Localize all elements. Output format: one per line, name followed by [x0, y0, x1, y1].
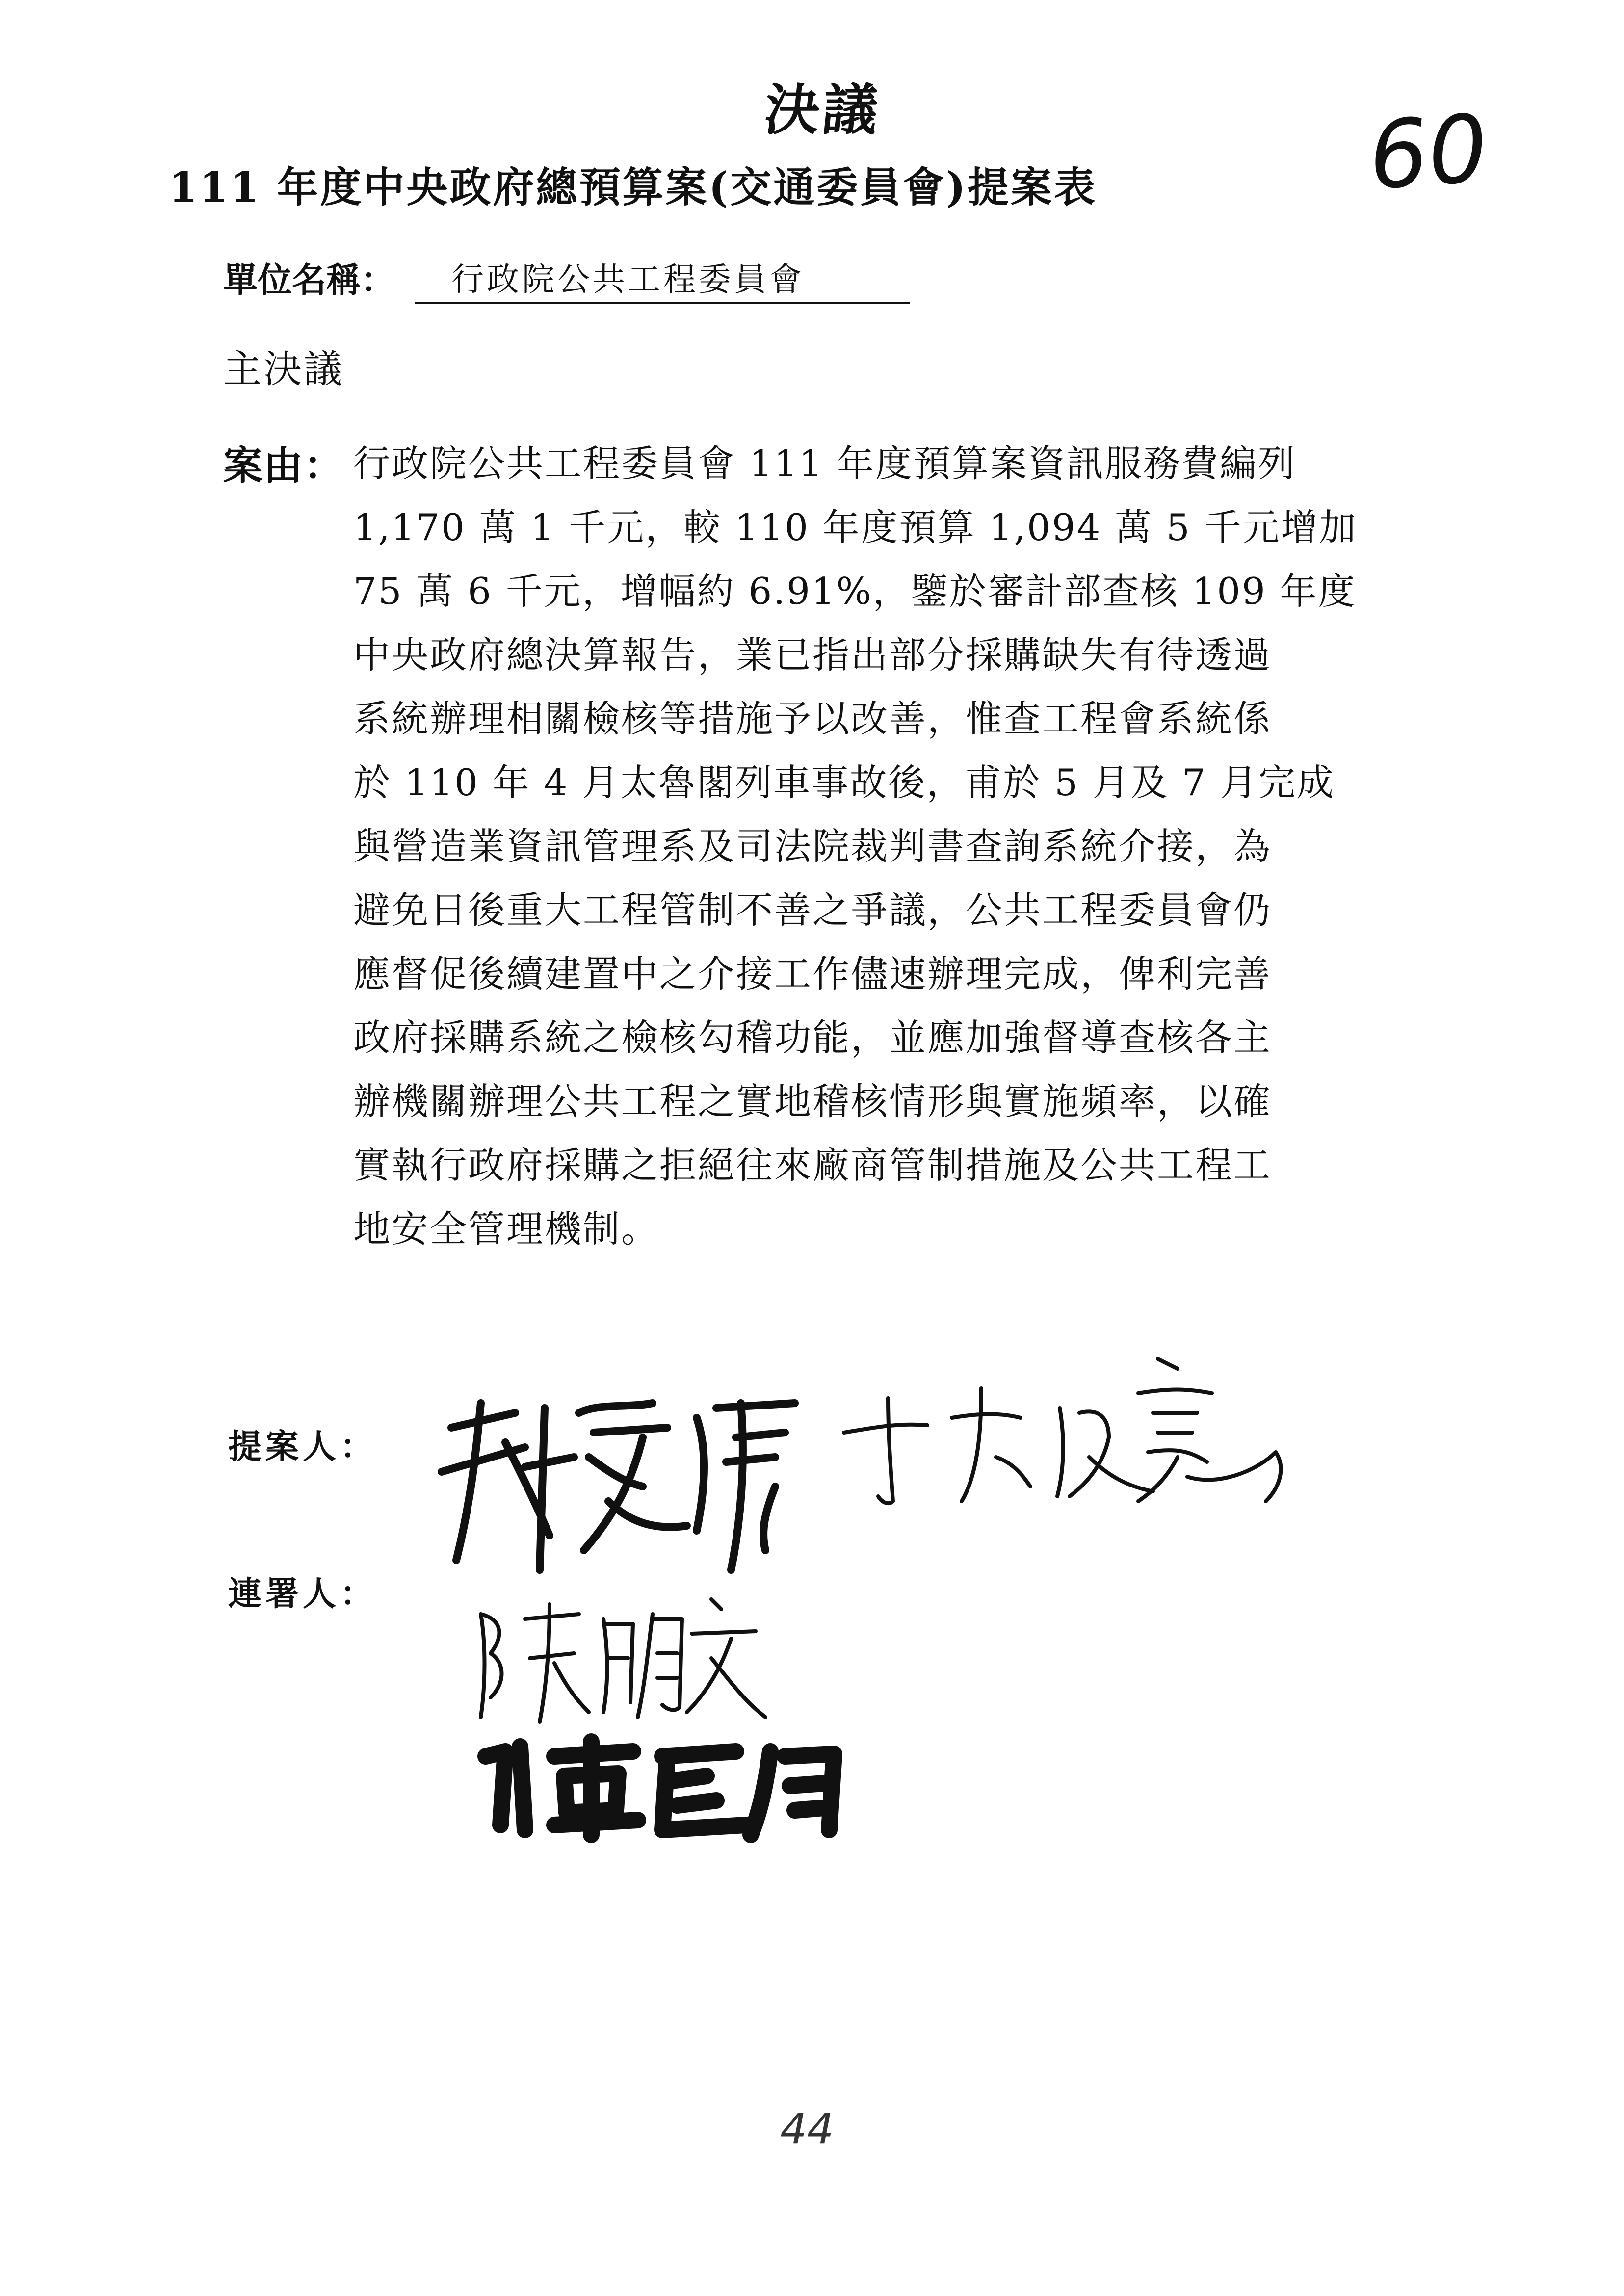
signature-cosigner-1	[466, 1585, 770, 1732]
case-line: 實執行政府採購之拒絕往來廠商管制措施及公共工程工	[353, 1144, 1272, 1187]
signature-proposer-1	[422, 1374, 824, 1580]
case-line: 地安全管理機制。	[353, 1207, 660, 1251]
case-line: 辦機關辦理公共工程之實地稽核情形與實施頻率，以確	[353, 1080, 1272, 1123]
case-line: 行政院公共工程委員會 111 年度預算案資訊服務費編列	[353, 442, 1296, 485]
document-title: 111 年度中央政府總預算案(交通委員會)提案表	[168, 163, 1098, 211]
handwritten-page-number: 60	[1365, 94, 1492, 211]
case-line: 中央政府總決算報告，業已指出部分採購缺失有待透過	[353, 633, 1272, 677]
unit-label: 單位名稱：	[223, 260, 395, 300]
unit-value: 行政院公共工程委員會	[415, 258, 910, 304]
case-line: 政府採購系統之檢核勾稽功能，並應加強督導查核各主	[353, 1016, 1272, 1059]
signature-proposer-2	[834, 1339, 1315, 1545]
proposer-label: 提案人：	[228, 1427, 378, 1466]
cosigner-label: 連署人：	[228, 1574, 378, 1614]
case-line: 應督促後續建置中之介接工作儘速辦理完成，俾利完善	[353, 952, 1272, 995]
case-line: 於 110 年 4 月太魯閣列車事故後，甫於 5 月及 7 月完成	[353, 761, 1336, 804]
footer-handwritten-number: 44	[780, 2105, 834, 2154]
case-label: 案由：	[223, 443, 344, 489]
resolution-type: 主決議	[223, 347, 344, 391]
case-line: 75 萬 6 千元，增幅約 6.91%，鑒於審計部查核 109 年度	[353, 570, 1357, 613]
case-line: 避免日後重大工程管制不善之爭議，公共工程委員會仍	[353, 888, 1272, 932]
case-line: 與營造業資訊管理系及司法院裁判書查詢系統介接，為	[353, 825, 1272, 868]
case-line: 系統辦理相關檢核等措施予以改善，惟查工程會系統係	[353, 697, 1272, 740]
case-line: 1,170 萬 1 千元，較 110 年度預算 1,094 萬 5 千元增加	[353, 506, 1358, 549]
case-text	[353, 432, 1438, 1261]
resolution-stamp: 決議	[761, 78, 884, 142]
signature-cosigner-2	[471, 1727, 864, 1845]
